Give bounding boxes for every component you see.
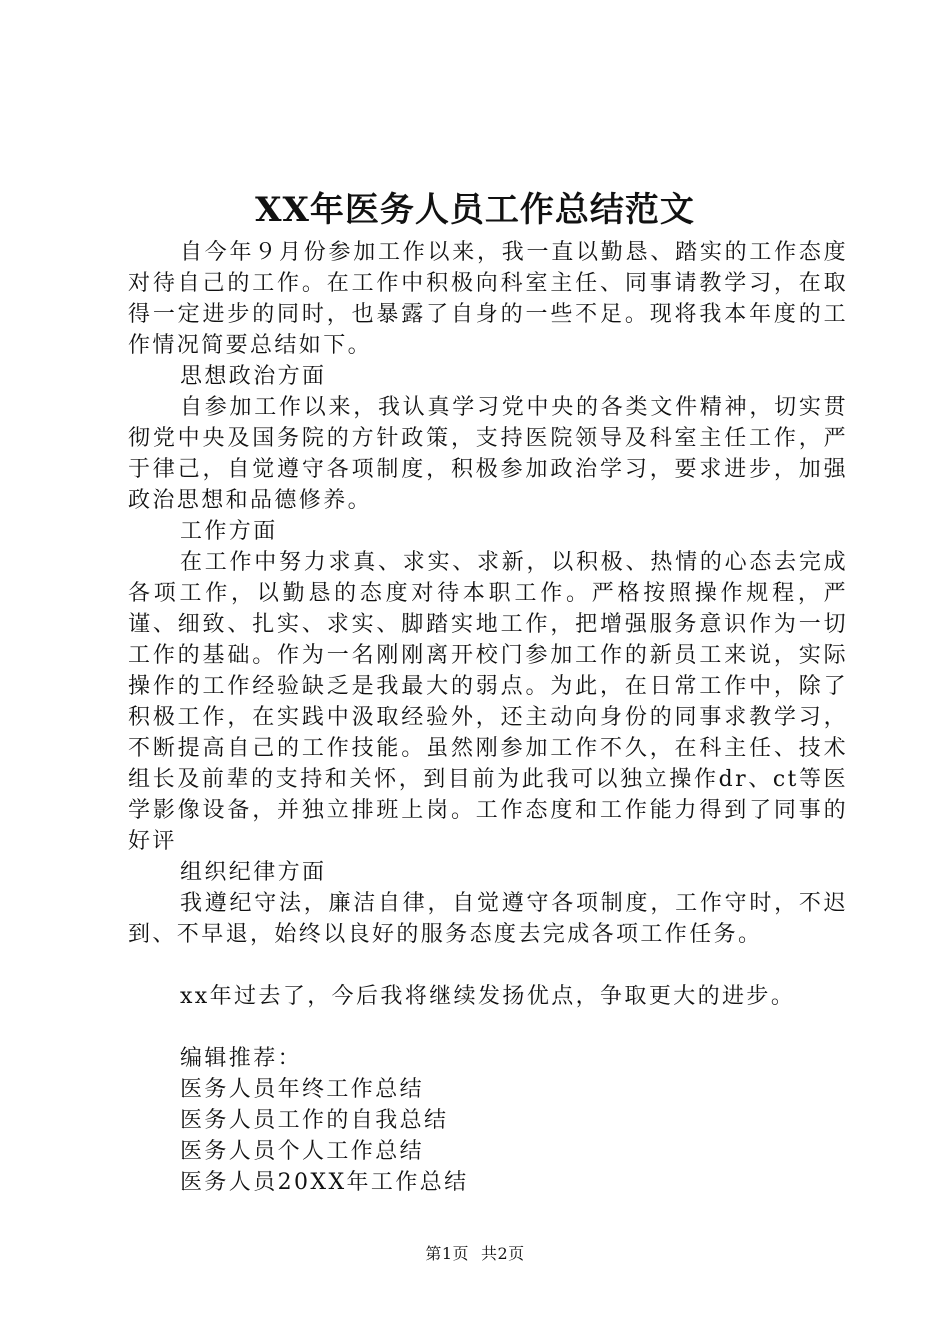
- work-paragraph: 在工作中努力求真、求实、求新，以积极、热情的心态去完成各项工作，以勤恳的态度对待本职工作。严格按照操作规程，严谨、细致、扎实、求实、脚踏实地工作，把增强服务意识作为一切工作的基础。作为一名刚刚离开校门参加工作的新员工来说，实际操作的工作经验缺乏是我最大的弱点。为此，在日常工作中，除了积极工作，在实践中汲取经验外，还主动向身份的同事求教学习，不断提高自己的工作技能。虽然刚参加工作不久，在科主任、技术组长及前辈的支持和关怀，到目前为此我可以独立操作dr、ct等医学影像设备，并独立排班上岗。工作态度和工作能力得到了同事的好评: [128, 550, 848, 854]
- document-body: [128, 237, 848, 1198]
- section-heading-discipline: 组织纪律方面: [180, 860, 327, 885]
- recommend-item: 医务人员工作的自我总结: [180, 1108, 449, 1133]
- politics-paragraph: 自参加工作以来，我认真学习党中央的各类文件精神，切实贯彻党中央及国务院的方针政策，支持医院领导及科室主任工作，严于律己，自觉遵守各项制度，积极参加政治学习，要求进步，加强政治思想和品德修养。: [128, 395, 848, 513]
- page-total: 共2页: [481, 1244, 525, 1263]
- page-footer: [0, 1243, 950, 1265]
- section-heading-politics: 思想政治方面: [180, 364, 327, 389]
- discipline-paragraph: 我遵纪守法，廉洁自律，自觉遵守各项制度，工作守时，不迟到、不早退，始终以良好的服务态度去完成各项工作任务。: [128, 891, 848, 947]
- section-heading-work: 工作方面: [180, 519, 278, 544]
- recommend-item: 医务人员20XX年工作总结: [180, 1170, 469, 1195]
- paragraph-spacer: [128, 1012, 848, 1043]
- closing-paragraph: xx年过去了，今后我将继续发扬优点，争取更大的进步。: [180, 984, 796, 1009]
- paragraph-spacer: [128, 950, 848, 981]
- page-number: 第1页: [425, 1244, 469, 1263]
- intro-paragraph: 自今年９月份参加工作以来，我一直以勤恳、踏实的工作态度对待自己的工作。在工作中积极向科室主任、同事请教学习，在取得一定进步的同时，也暴露了自身的一些不足。现将我本年度的工作情况简要总结如下。: [128, 240, 848, 358]
- recommend-item: 医务人员个人工作总结: [180, 1139, 425, 1164]
- recommend-heading: 编辑推荐：: [180, 1046, 303, 1071]
- recommend-item: 医务人员年终工作总结: [180, 1077, 425, 1102]
- document-title: XX年医务人员工作总结范文: [255, 190, 695, 230]
